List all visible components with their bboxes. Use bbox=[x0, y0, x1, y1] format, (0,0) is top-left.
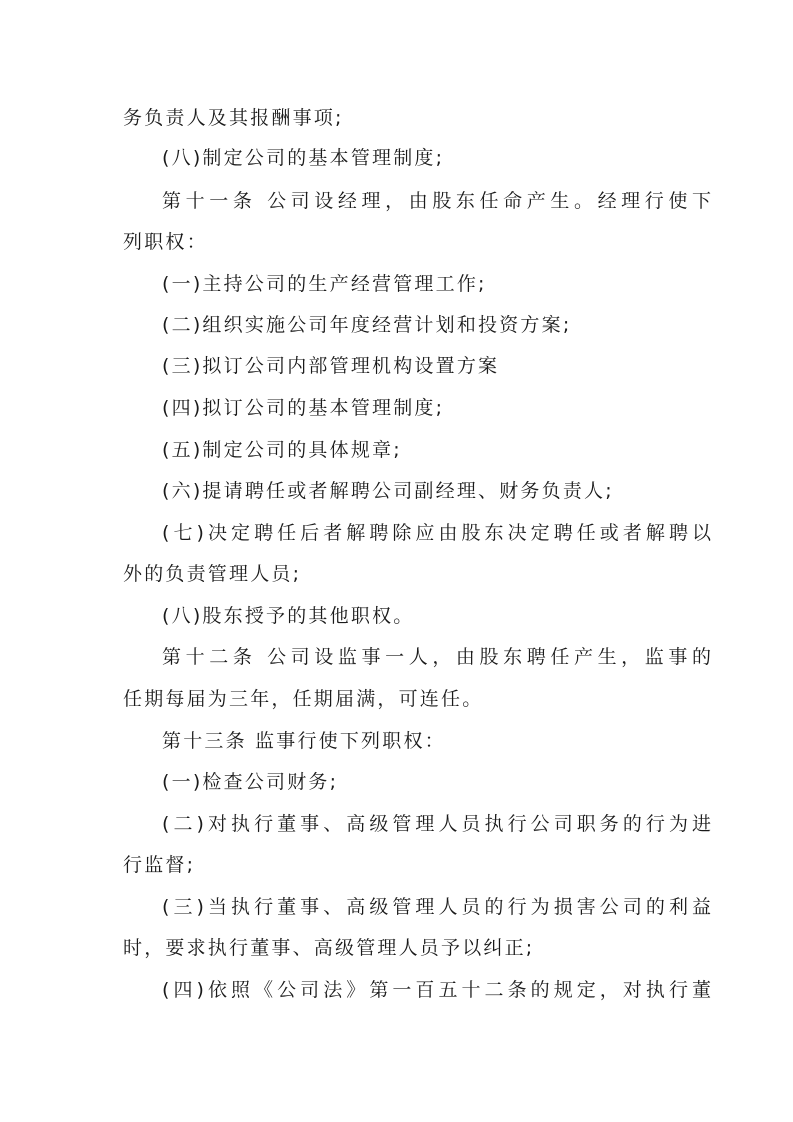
text-line: 第十三条 监事行使下列职权： bbox=[162, 730, 446, 752]
text-line: (四)依照《公司法》第一百五十二条的规定，对执行董 bbox=[162, 979, 711, 1001]
text-line: (四)拟订公司的基本管理制度; bbox=[162, 397, 445, 419]
text-line: 第十二条 公司设监事一人，由股东聘任产生，监事的 bbox=[162, 646, 711, 668]
text-line: 行监督; bbox=[123, 854, 196, 876]
text-line: (二)组织实施公司年度经营计划和投资方案; bbox=[162, 314, 572, 336]
text-line: (三)当执行董事、高级管理人员的行为损害公司的利益 bbox=[162, 896, 711, 918]
text-line: 时，要求执行董事、高级管理人员予以纠正; bbox=[123, 937, 535, 959]
text-line: (七)决定聘任后者解聘除应由股东决定聘任或者解聘以 bbox=[162, 522, 711, 544]
text-line: 第十一条 公司设经理，由股东任命产生。经理行使下 bbox=[162, 190, 711, 212]
text-line: (二)对执行董事、高级管理人员执行公司职务的行为进 bbox=[162, 813, 711, 835]
text-line: 列职权： bbox=[123, 231, 208, 253]
text-line: (五)制定公司的具体规章; bbox=[162, 439, 402, 461]
text-line: (一)检查公司财务; bbox=[162, 771, 339, 793]
text-line: 外的负责管理人员; bbox=[123, 563, 302, 585]
text-line: 务负责人及其报酬事项; bbox=[123, 107, 344, 129]
text-line: (八)股东授予的其他职权。 bbox=[162, 605, 415, 627]
text-line: (六)提请聘任或者解聘公司副经理、财务负责人; bbox=[162, 480, 614, 502]
text-line: (三)拟订公司内部管理机构设置方案 bbox=[162, 355, 500, 377]
text-line: 任期每届为三年，任期届满，可连任。 bbox=[123, 688, 484, 710]
text-line: (一)主持公司的生产经营管理工作; bbox=[162, 273, 487, 295]
text-line: (八)制定公司的基本管理制度; bbox=[162, 147, 445, 169]
